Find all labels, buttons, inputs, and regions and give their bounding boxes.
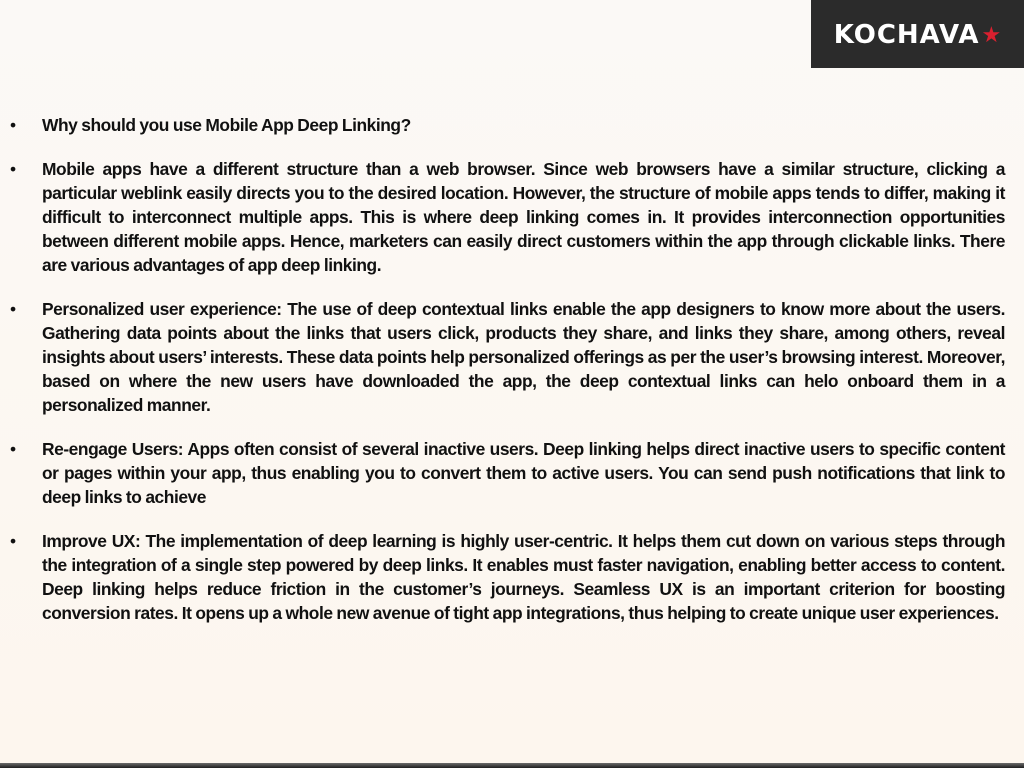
bullet-item-heading	[10, 113, 1005, 137]
bullet-icon: •	[10, 531, 16, 551]
bullet-text: Improve UX: The implementation of deep learning is highly user-centric. It helps them cut down on various steps through the integration of a single step powered by deep links. It enables must faster navigation, enabling better access to content. Deep linking helps reduce friction in the customer’s journeys. Seamless UX is an important criterion for boosting conversion rates. It opens up a whole new avenue of tight app integrations, thus helping to create unique user experiences.	[42, 531, 1005, 623]
logo-wordmark: KOCHAVA	[833, 20, 980, 50]
bullet-icon: •	[10, 439, 16, 459]
bullet-item-intro	[10, 157, 1005, 277]
bottom-border	[0, 763, 1024, 768]
star-icon: ★	[981, 22, 1002, 47]
bullet-item-improve-ux	[10, 529, 1005, 625]
bullet-text: Why should you use Mobile App Deep Linking?	[42, 115, 411, 135]
bullet-item-reengage-users	[10, 437, 1005, 509]
bullet-icon: •	[10, 159, 16, 179]
bullet-text: Mobile apps have a different structure than a web browser. Since web browsers have a similar structure, clicking a particular weblink easily directs you to the desired location. However, the structure of mobile apps tends to differ, making it difficult to interconnect multiple apps. This is where deep linking comes in. It provides interconnection opportunities between different mobile apps. Hence, marketers can easily direct customers within the app through clickable links. There are various advantages of app deep linking.	[42, 159, 1005, 275]
kochava-logo	[811, 0, 1024, 68]
bullet-icon: •	[10, 115, 16, 135]
bullet-text: Re-engage Users: Apps often consist of several inactive users. Deep linking helps direct inactive users to specific content or pages within your app, thus enabling you to convert them to active users. You can send push notifications that link to deep links to achieve	[42, 439, 1005, 507]
bullet-item-personalized-experience	[10, 297, 1005, 417]
bullet-list	[0, 113, 1024, 625]
bullet-icon: •	[10, 299, 16, 319]
slide-content	[0, 113, 1024, 645]
bullet-text: Personalized user experience: The use of deep contextual links enable the app designers to know more about the users. Gathering data points about the links that users click, products they share, and links they share, among others, reveal insights about users’ interests. These data points help personalized offerings as per the user’s browsing interest. Moreover, based on where the new users have downloaded the app, the deep contextual links can helo onboard them in a personalized manner.	[42, 299, 1005, 415]
